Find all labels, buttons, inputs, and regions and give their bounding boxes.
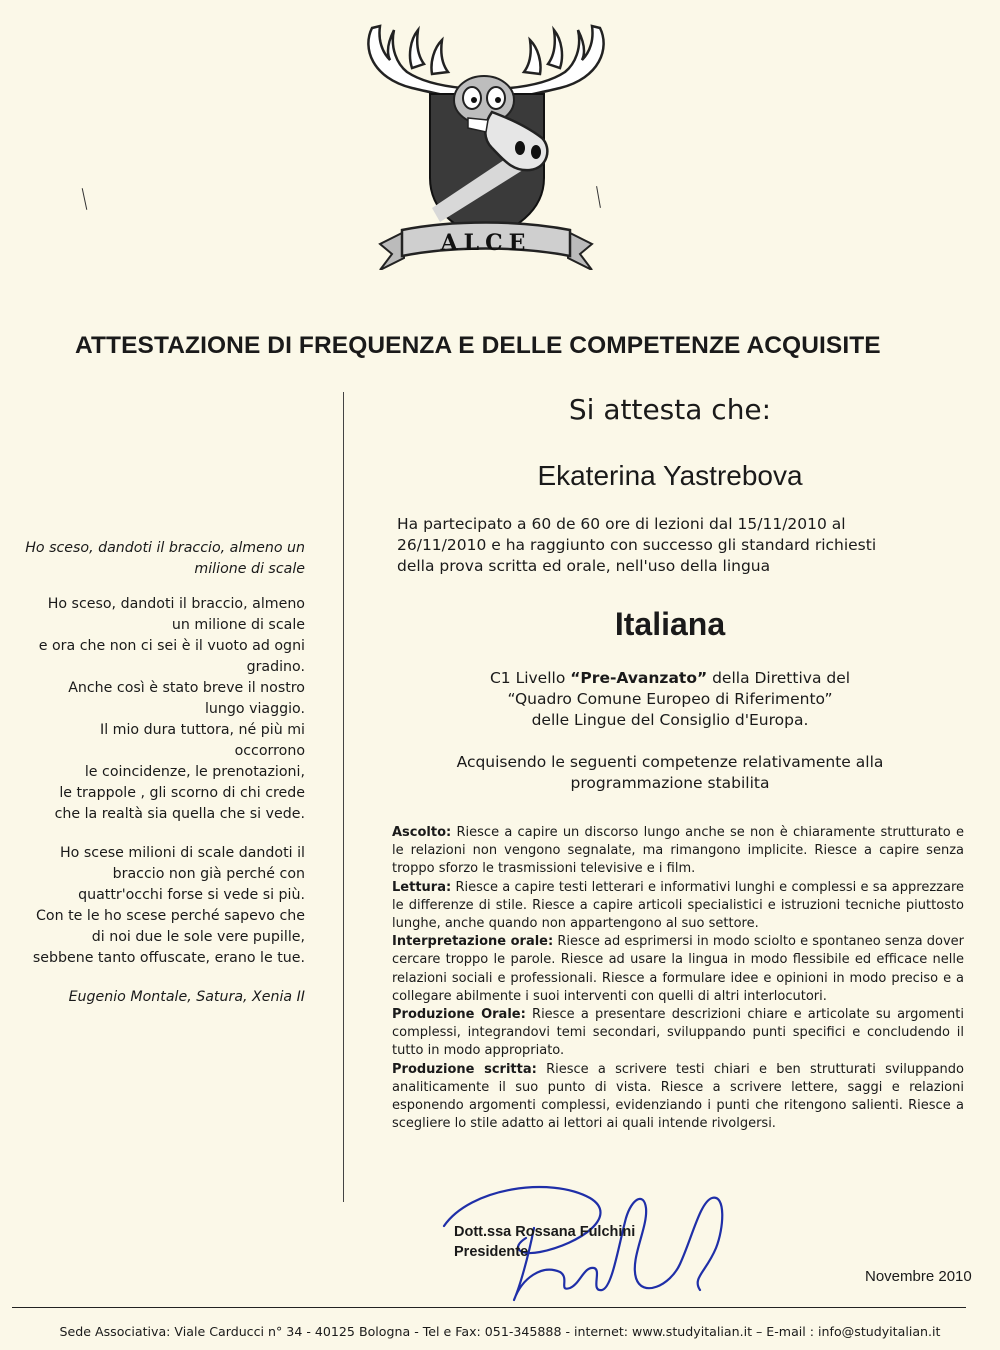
poem-line: le trappole , gli scorno di chi crede — [59, 785, 305, 801]
level-description — [360, 668, 980, 731]
intro-line: 26/11/2010 e ha raggiunto con successo gli standard richiesti — [397, 536, 877, 554]
footer-divider — [12, 1307, 966, 1308]
intro-line: Ha partecipato a 60 de 60 ore di lezioni dal 15/11/2010 al — [397, 515, 846, 533]
footer-address: Sede Associativa: Viale Carducci n° 34 - 40125 Bologna - Tel e Fax: 051-345888 - internet: www.studyitalian.it – E-mail : info@studyitalian.it — [59, 1324, 941, 1339]
poem-line: e ora che non ci sei è il vuoto ad ogni — [38, 638, 305, 654]
level-prefix: C1 Livello — [489, 669, 571, 687]
poem-line: che la realtà sia quella che si vede. — [54, 806, 305, 822]
poem-line: gradino. — [246, 659, 305, 675]
skill-entry — [392, 879, 964, 934]
skill-text: Riesce a presentare descrizioni chiare e articolate su argomenti complessi, integrandovi temi secondari, sviluppando punti specifici e concludendo il tutto in modo appropriato. — [392, 1007, 964, 1059]
poem-line: braccio non già perché con — [112, 866, 305, 882]
poem-line: Ho scese milioni di scale dandoti il — [60, 845, 305, 861]
skill-label: Interpretazione orale: — [392, 934, 554, 950]
poem-line: Ho sceso, dandoti il braccio, almeno — [47, 596, 305, 612]
skill-text: Riesce a capire un discorso lungo anche se non è chiaramente strutturato e le relazioni non vengono segnalate, ma rimangono implicite. Riesce a capire senza troppo sforzo le trasmissioni televisive e i film. — [392, 825, 964, 877]
poem-title-line: Ho sceso, dandoti il braccio, almeno un — [25, 540, 305, 556]
signer-name: Dott.ssa Rossana Fulchini — [454, 1224, 636, 1240]
level-name: “Pre-Avanzato” — [570, 669, 708, 687]
acquisition-line: Acquisendo le seguenti competenze relativamente alla — [456, 753, 884, 771]
signer-block — [454, 1222, 635, 1262]
skill-entry — [392, 1006, 964, 1061]
poem-line: le coincidenze, le prenotazioni, — [84, 764, 305, 780]
poem-line: Il mio dura tuttora, né più mi — [100, 722, 305, 738]
poem-line: Con te le ho scese perché sapevo che — [35, 908, 305, 924]
skill-text: Riesce ad esprimersi in modo sciolto e spontaneo senza dover cercare troppo le parole. Riesce ad usare la lingua in modo flessibile ed efficace nelle relazioni sociali e professionali. Riesce a formulare idee e opinioni in modo preciso e a collegare abilmente i suoi interventi con quelli di altri interlocutori. — [392, 934, 965, 1004]
column-divider — [343, 392, 344, 1202]
poem-line: occorrono — [234, 743, 305, 759]
poem-title-line: milione di scale — [194, 561, 305, 577]
skill-label: Ascolto: — [392, 825, 452, 840]
poem-line: un milione di scale — [171, 617, 305, 633]
moose-shield-icon — [352, 8, 620, 270]
document-title: ATTESTAZIONE DI FREQUENZA E DELLE COMPETENZE ACQUISITE — [75, 332, 881, 359]
scan-mark — [82, 188, 88, 210]
skill-entry — [392, 933, 964, 1006]
acquisition-line: programmazione stabilita — [570, 774, 770, 792]
poem-line: quattr'occhi forse si vede si più. — [78, 887, 305, 903]
level-line: delle Lingue del Consiglio d'Europa. — [531, 711, 809, 729]
poem — [8, 538, 305, 1008]
skill-label: Produzione scritta: — [392, 1061, 537, 1077]
acquisition-text — [360, 752, 980, 794]
poem-stanza-1 — [8, 594, 305, 825]
intro-line: della prova scritta ed orale, nell'uso della lingua — [397, 557, 771, 575]
skill-entry — [392, 824, 964, 879]
skill-label: Lettura: — [392, 879, 452, 895]
issue-date: Novembre 2010 — [865, 1268, 972, 1285]
poem-stanza-2 — [8, 843, 305, 969]
poem-line: sebbene tanto offuscate, erano le tue. — [32, 950, 305, 966]
poem-line: di noi due le sole vere pupille, — [91, 929, 305, 945]
skill-label: Produzione Orale: — [392, 1007, 526, 1023]
attest-heading: Si attesta che: — [568, 393, 772, 426]
recipient-name: Ekaterina Yastrebova — [537, 460, 803, 491]
signer-role: Presidente — [454, 1244, 529, 1260]
skill-text: Riesce a scrivere testi chiari e ben strutturati sviluppando analiticamente il suo punto di vista. Riesce a scrivere lettere, saggi e relazioni esponendo argomenti complessi, evidenziando i punti che ritengono salienti. Riesce a scegliere lo stile adatto ai lettori ai quali intende rivolgersi. — [392, 1061, 964, 1132]
alce-logo — [352, 8, 620, 270]
poem-line: lungo viaggio. — [204, 701, 305, 717]
poem-line: Anche così è stato breve il nostro — [68, 680, 305, 696]
level-suffix: della Direttiva del — [707, 669, 851, 687]
poem-citation: Eugenio Montale, Satura, Xenia II — [68, 989, 305, 1005]
skill-entry — [392, 1061, 964, 1134]
poem-title — [8, 538, 305, 580]
competences-list — [392, 824, 964, 1133]
skill-text: Riesce a capire testi letterari e informativi lunghi e complessi e sa apprezzare le differenze di stile. Riesce a capire articoli specialistici e istruzioni tecniche piuttosto lunghe, anche quando non appartengono al suo settore. — [392, 879, 964, 932]
logo-banner-text: ALCE — [440, 230, 532, 256]
level-line: “Quadro Comune Europeo di Riferimento” — [507, 690, 833, 708]
intro-paragraph — [397, 514, 957, 577]
language-name: Italiana — [614, 606, 726, 642]
